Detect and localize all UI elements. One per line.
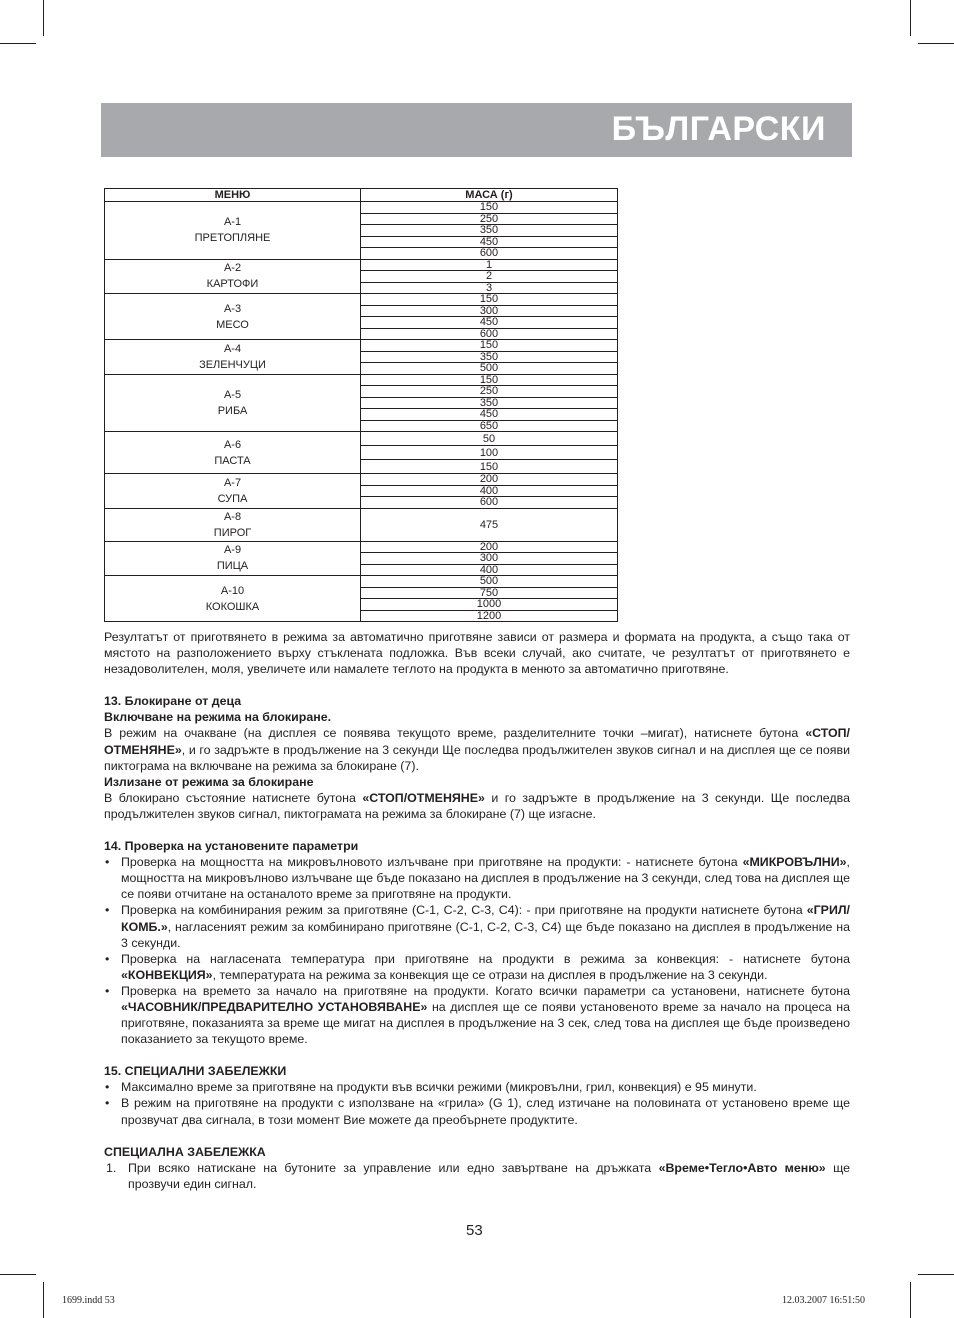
table-row: [105, 374, 618, 386]
table-row: [105, 508, 618, 541]
table-row: [105, 202, 618, 214]
section-14-title: 14. Проверка на установените параметри: [104, 839, 359, 854]
mode-name: ПИЦА: [216, 560, 249, 573]
table-row: [105, 294, 618, 306]
page-number: 53: [466, 1222, 483, 1239]
lock-on-paragraph: В режим на очакване (на дисплея се появява текущото време, разделителните точки –мигат), натиснете бутона «СТОП/ОТМЕНЯНЕ», и го задръжте в продължение на 3 секунди Ще последва продължителен звуков сигнал и на дисплея ще се появи пиктограма на включване на режима за блокиране (7).: [104, 726, 850, 773]
language-banner: [101, 103, 852, 157]
mass-cell: 450: [361, 409, 618, 421]
crop-mark: [43, 1282, 44, 1318]
mass-cell: 100: [361, 446, 618, 460]
list-item: • Проверка на нагласената температура при приготвяне на продукти в режима за конвекция: - натиснете бутона «КОНВЕКЦИЯ», температурата на режима за конвекция ще се отрази на дисплея в продължение на 3 секунди.: [105, 951, 850, 982]
page-content: [104, 629, 850, 1192]
menu-mode-cell: [105, 202, 361, 260]
list-item: • В режим на приготвяне на продукти с използване на «грила» (G 1), след изтичане на половината от установено време ще прозвучат два сигнала, в този момент Вие можете да преобърнете продуктите.: [105, 1096, 850, 1127]
mass-cell: 450: [361, 317, 618, 329]
lock-off-title: Излизане от режима за блокиране: [104, 774, 314, 789]
mode-code: А-8: [223, 510, 242, 523]
crop-mark: [43, 0, 44, 36]
mass-cell: 400: [361, 564, 618, 576]
mass-cell: 3: [361, 282, 618, 294]
mass-cell: 150: [361, 460, 618, 474]
mode-name: МЕСО: [216, 318, 249, 331]
mass-cell: 200: [361, 474, 618, 486]
mode-code: А-10: [220, 584, 245, 597]
mass-cell: 600: [361, 328, 618, 340]
menu-mode-cell: [105, 474, 361, 509]
mass-cell: 600: [361, 248, 618, 260]
table-body: [105, 202, 618, 622]
mass-cell: 1000: [361, 599, 618, 611]
list-item: • Максимално време за приготвяне на продукти във всички режими (микровълни, грил, конвекция) е 95 минути.: [105, 1080, 757, 1095]
mass-cell: 750: [361, 587, 618, 599]
table-row: [105, 432, 618, 446]
table-row: [105, 541, 618, 553]
mass-cell: 600: [361, 497, 618, 509]
mass-cell: 350: [361, 351, 618, 363]
menu-mode-cell: [105, 432, 361, 474]
mode-name: ЗЕЛЕНЧУЦИ: [199, 358, 266, 371]
mass-cell: 450: [361, 236, 618, 248]
list-item: • Проверка на времето за начало на приготвяне на продукти. Когато всички параметри са установени, натиснете бутона «ЧАСОВНИК/ПРЕДВАРИТЕЛНО УСТАНОВЯВАНЕ» на дисплея ще се появи установеното време за начало на процеса на приготвяне, показанията за време ще мигат на дисплея в продължение на 3 сек, след това на дисплея ще бъде произведено показанието за текущото време.: [105, 983, 850, 1047]
mode-code: А-3: [223, 302, 242, 315]
crop-mark: [910, 1282, 911, 1318]
mass-cell: 400: [361, 485, 618, 497]
crop-mark: [910, 0, 911, 36]
mode-code: А-6: [223, 438, 242, 451]
numbered-item: 1. При всяко натискане на бутоните за управление или едно завъртване на дръжката «Време•Тегло•Авто меню» ще прозвучи един сигнал.: [106, 1160, 851, 1191]
mass-cell: 2: [361, 271, 618, 283]
list-item: • Проверка на комбинирания режим за приготвяне (С-1, С-2, С-3, С4): - при приготвяне на продукти натиснете бутона «ГРИЛ/КОМБ.», нагласеният режим за комбинирано приготвяне (С-1, С-2, С-3, С4) ще бъде показано на дисплея в продължение на 3 секунди.: [105, 903, 850, 950]
mode-code: А-9: [223, 544, 242, 557]
mode-code: А-4: [223, 342, 242, 355]
mode-name: ПИРОГ: [213, 526, 252, 539]
mass-cell: 350: [361, 225, 618, 237]
menu-mode-cell: [105, 576, 361, 622]
mass-column-header: МАСА (г): [361, 189, 618, 202]
table-row: [105, 340, 618, 352]
mass-cell: 500: [361, 576, 618, 588]
mass-cell: 1200: [361, 610, 618, 622]
mode-name: ПРЕТОПЛЯНЕ: [194, 232, 271, 245]
mass-cell: 475: [361, 508, 618, 541]
mode-name: ПАСТА: [214, 454, 251, 467]
mass-cell: 650: [361, 420, 618, 432]
mass-cell: 300: [361, 305, 618, 317]
section-15-title: 15. СПЕЦИАЛНИ ЗАБЕЛЕЖКИ: [104, 1064, 287, 1079]
mass-cell: 150: [361, 202, 618, 214]
mass-cell: 200: [361, 541, 618, 553]
mode-code: А-5: [223, 388, 242, 401]
mode-code: А-1: [223, 216, 242, 229]
mode-name: СУПА: [217, 492, 248, 505]
mass-cell: 150: [361, 340, 618, 352]
list-item: • Проверка на мощността на микровълновото излъчване при приготвяне на продукти: - натиснете бутона «МИКРОВЪЛНИ», мощността на микровълново излъчване ще бъде показано на дисплея в продължение на 3 секунди, след това на дисплея ще се появи отчитане на останалото време за приготвяне на продукти.: [105, 855, 850, 902]
menu-mode-cell: [105, 508, 361, 541]
mode-code: А-2: [223, 262, 242, 275]
banner-title: БЪЛГАРСКИ: [611, 110, 826, 148]
menu-mode-cell: [105, 541, 361, 576]
mass-cell: 250: [361, 386, 618, 398]
table-row: [105, 576, 618, 588]
auto-menu-table: [104, 188, 618, 622]
crop-mark: [0, 1274, 36, 1275]
special-note-title: СПЕЦИАЛНА ЗАБЕЛЕЖКА: [104, 1144, 266, 1159]
mass-cell: 150: [361, 374, 618, 386]
table-row: [105, 259, 618, 271]
mass-cell: 500: [361, 363, 618, 375]
menu-mode-cell: [105, 294, 361, 340]
mass-cell: 150: [361, 294, 618, 306]
menu-column-header: МЕНЮ: [105, 189, 361, 202]
crop-mark: [0, 43, 36, 44]
lock-on-title: Включване на режима на блокиране.: [104, 710, 332, 725]
table-header-row: [105, 189, 618, 202]
mode-name: КАРТОФИ: [206, 278, 259, 291]
menu-mode-cell: [105, 340, 361, 375]
mass-cell: 1: [361, 259, 618, 271]
file-slug: 1699.indd 53: [62, 1295, 115, 1306]
crop-mark: [918, 1274, 954, 1275]
mass-cell: 350: [361, 397, 618, 409]
menu-mode-cell: [105, 259, 361, 294]
mass-cell: 300: [361, 553, 618, 565]
crop-mark: [918, 43, 954, 44]
table-row: [105, 474, 618, 486]
section-13-title: 13. Блокиране от деца: [104, 694, 242, 709]
mode-name: РИБА: [217, 404, 248, 417]
mode-name: КОКОШКА: [205, 600, 260, 613]
auto-cook-paragraph: Резултатът от приготвянето в режима за автоматично приготвяне зависи от размера и формата на продукта, а също така от мястото на разположението върху стъклената подложка. Във всеки случай, ако считате, че резултатът от приготвянето е незадоволителен, моля, увеличете или намалете теглото на продукта в менюто за автоматично приготвяне.: [104, 630, 850, 677]
mass-cell: 50: [361, 432, 618, 446]
lock-off-paragraph: В блокирано състояние натиснете бутона «СТОП/ОТМЕНЯНЕ» и го задръжте в продължение на 3 секунди. Ще последва продължителен звуков сигнал, пиктограмата на режима за блокиране (7) ще изгасне.: [104, 790, 850, 821]
print-timestamp: 12.03.2007 16:51:50: [782, 1295, 866, 1306]
menu-mode-cell: [105, 374, 361, 432]
mass-cell: 250: [361, 213, 618, 225]
mode-code: А-7: [223, 476, 242, 489]
